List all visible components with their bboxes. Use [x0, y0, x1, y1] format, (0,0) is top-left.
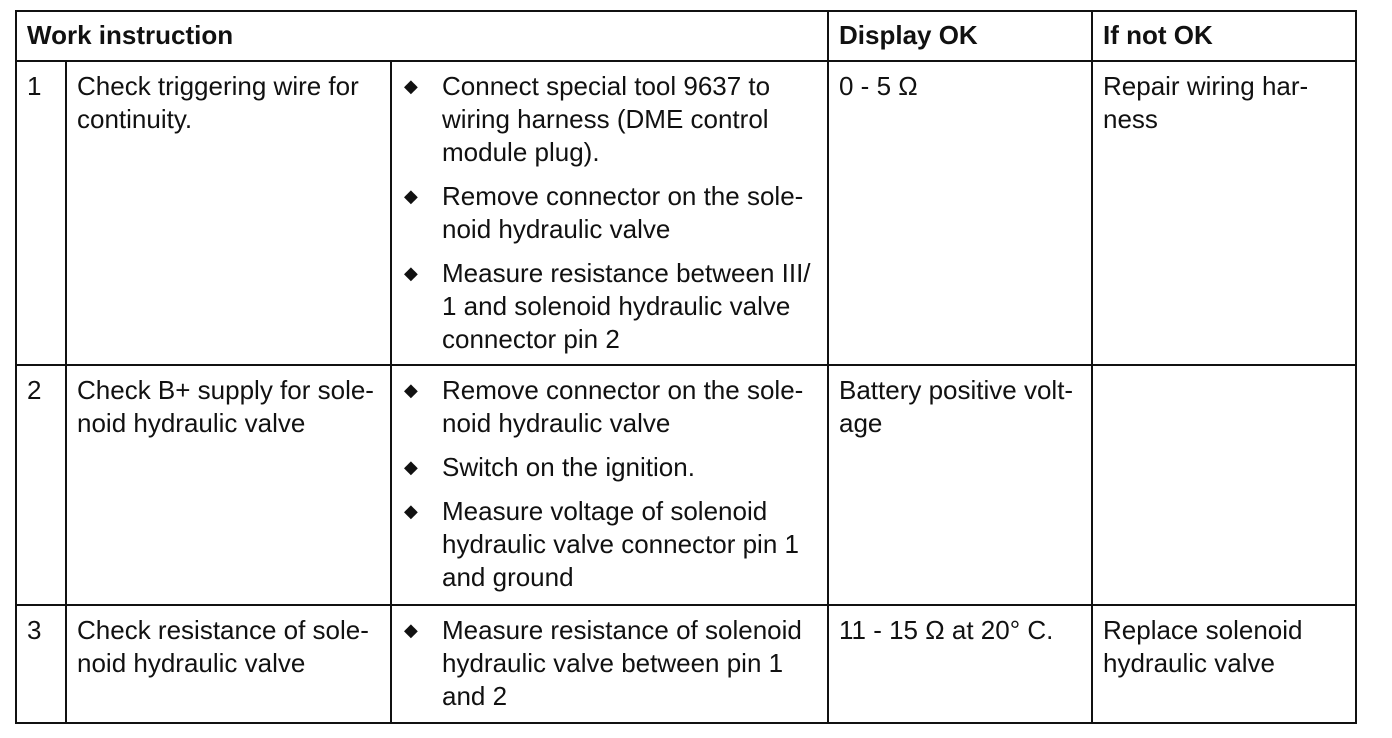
- step-number: 3: [16, 605, 66, 723]
- instruction-text: Measure resistance between III/ 1 and solenoid hydraulic valve connector pin 2: [442, 258, 811, 354]
- header-display-ok: Display OK: [828, 11, 1092, 61]
- instruction-item: [402, 374, 817, 440]
- instruction-text: Switch on the ignition.: [442, 452, 695, 482]
- display-ok-value: 11 - 15 Ω at 20° C.: [828, 605, 1092, 723]
- display-ok-value: Battery positive volt-age: [828, 365, 1092, 605]
- header-row: [16, 11, 1356, 61]
- diamond-bullet-icon: ◆: [404, 380, 418, 400]
- instruction-text: Remove connector on the sole-noid hydraulic valve: [442, 181, 804, 244]
- instruction-item: [402, 257, 817, 356]
- instruction-cell: [391, 365, 828, 605]
- display-ok-value: 0 - 5 Ω: [828, 61, 1092, 365]
- instruction-text: Connect special tool 9637 to wiring harness (DME control module plug).: [442, 71, 771, 167]
- if-not-ok-value: Repair wiring har-ness: [1092, 61, 1356, 365]
- diamond-bullet-icon: ◆: [404, 457, 418, 477]
- header-if-not-ok: If not OK: [1092, 11, 1356, 61]
- instruction-text: Measure resistance of solenoid hydraulic valve between pin 1 and 2: [442, 615, 802, 711]
- instruction-item: [402, 495, 817, 594]
- header-work-instruction: Work instruction: [16, 11, 828, 61]
- work-instruction-table: [15, 10, 1357, 724]
- table-row: [16, 605, 1356, 723]
- step-number: 1: [16, 61, 66, 365]
- instruction-cell: [391, 61, 828, 365]
- step-description: Check triggering wire for continuity.: [66, 61, 391, 365]
- diamond-bullet-icon: ◆: [404, 263, 418, 283]
- diamond-bullet-icon: ◆: [404, 76, 418, 96]
- table-row: [16, 61, 1356, 365]
- if-not-ok-value: [1092, 365, 1356, 605]
- instruction-item: [402, 451, 817, 484]
- diamond-bullet-icon: ◆: [404, 620, 418, 640]
- instruction-text: Remove connector on the sole-noid hydraulic valve: [442, 375, 804, 438]
- instruction-cell: [391, 605, 828, 723]
- step-number: 2: [16, 365, 66, 605]
- step-description: Check B+ supply for sole-noid hydraulic valve: [66, 365, 391, 605]
- instruction-list: [402, 374, 817, 594]
- instruction-item: [402, 70, 817, 169]
- instruction-text: Measure voltage of solenoid hydraulic valve connector pin 1 and ground: [442, 496, 799, 592]
- if-not-ok-value: Replace solenoid hydraulic valve: [1092, 605, 1356, 723]
- instruction-item: [402, 614, 817, 713]
- instruction-list: [402, 70, 817, 356]
- diamond-bullet-icon: ◆: [404, 501, 418, 521]
- diamond-bullet-icon: ◆: [404, 186, 418, 206]
- step-description: Check resistance of sole-noid hydraulic valve: [66, 605, 391, 723]
- table-row: [16, 365, 1356, 605]
- instruction-list: [402, 614, 817, 713]
- instruction-item: [402, 180, 817, 246]
